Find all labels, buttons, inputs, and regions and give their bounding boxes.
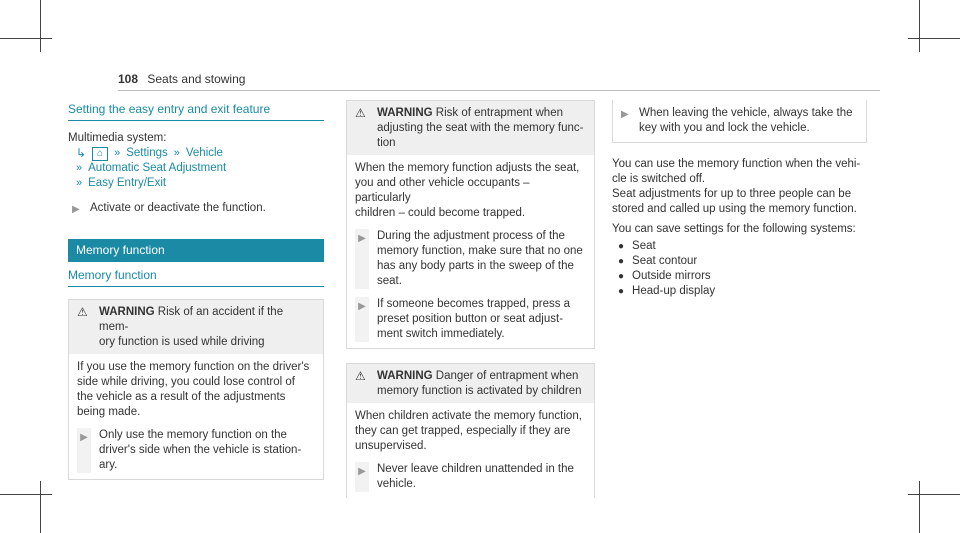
paragraph-line: You can use the memory function when the vehi- [612,158,861,170]
warning-step-line: During the adjustment process of the [377,230,565,242]
nav-link-automatic-seat-adjustment[interactable]: Automatic Seat Adjustment [88,162,227,174]
nav-path-row [68,161,324,176]
step-arrow-icon: ▶ [355,229,369,289]
paragraph: You can save settings for the following systems: [612,223,856,235]
warning-step-line: Only use the memory function on the [99,429,287,441]
warning-box [346,100,595,349]
warning-icon: ⚠ [77,305,88,319]
chevron-right-icon: » [76,177,83,189]
note-line: When leaving the vehicle, always take the [639,107,853,119]
list-item: ● Seat contour [618,255,698,267]
warning-icon: ⚠ [355,106,366,120]
warning-header [69,300,323,354]
bullet-icon: ● [618,256,625,267]
step-arrow-icon: ▶ [355,297,369,342]
warning-body [69,354,323,479]
page-number: 108 [118,72,139,86]
step-arrow-icon: ▶ [77,428,91,473]
systems-list [612,239,867,299]
paragraph-line: cle is switched off. [612,173,706,185]
warning-head-line: Risk of entrapment when [435,107,563,119]
warning-step-line: ment switch immediately. [377,328,505,340]
warning-step-line: If someone becomes trapped, press a [377,298,571,310]
warning-header [347,101,594,155]
warning-step-line: preset position button or seat adjust- [377,313,564,325]
warning-step-line: Never leave children unattended in the [377,463,574,475]
warning-body-line: children – could become trapped. [355,207,526,219]
warning-step [355,462,586,492]
warning-head-line: Danger of entrapment when [435,370,579,382]
warning-head-line: ory function is used while driving [99,336,265,348]
warning-head-line: Risk of an accident if the mem- [99,306,284,333]
paragraph-line: Seat adjustments for up to three people can be [612,188,852,200]
crop-mark [919,481,920,533]
step-arrow-icon: ▶ [355,462,369,492]
column-1 [68,100,324,480]
subsection-title: Memory function [68,268,324,287]
action-step [68,201,324,217]
warning-head-line: adjusting the seat with the memory func- [377,122,584,134]
list-item: ● Seat [618,240,656,252]
warning-box [346,363,595,498]
step-arrow-icon: ▶ [621,109,629,120]
warning-label: WARNING [377,370,433,382]
bullet-icon: ● [618,271,625,282]
warning-body [347,403,594,498]
chevron-right-icon: » [76,162,83,174]
warning-body-line: side while driving, you could lose control of [77,376,295,388]
step-arrow-icon: ▶ [72,204,80,215]
crop-mark [919,0,920,52]
crop-mark [40,481,41,533]
note-line: key with you and lock the vehicle. [639,122,810,134]
nav-path-row [68,146,324,161]
warning-body-line: When children activate the memory function, [355,410,582,422]
warning-step-line: driver's side when the vehicle is station- [99,444,302,456]
chevron-right-icon: » [114,147,121,159]
warning-body-line: When the memory function adjusts the seat, [355,162,580,174]
note-step [621,106,858,136]
warning-body-line: unsupervised. [355,440,427,452]
nav-link-settings[interactable]: Settings [126,147,168,159]
warning-header [347,364,594,403]
note-box [612,100,867,143]
warning-body-line: If you use the memory function on the driver's [77,361,310,373]
nav-link-easy-entry-exit[interactable]: Easy Entry/Exit [88,177,167,189]
warning-head-line: tion [377,137,396,149]
warning-step-line: seat. [377,275,402,287]
list-item: ● Outside mirrors [618,270,711,282]
section-bar: Memory function [68,239,324,262]
warning-body-line: being made. [77,406,141,418]
nav-link-vehicle[interactable]: Vehicle [185,147,223,159]
warning-label: WARNING [99,306,155,318]
warning-label: WARNING [377,107,433,119]
bullet-icon: ● [618,286,625,297]
warning-step [77,428,315,473]
warning-body [347,155,594,348]
paragraph [612,157,867,217]
warning-icon: ⚠ [355,369,366,383]
intro-text: Multimedia system: [68,132,167,144]
crop-mark [0,38,52,39]
column-3 [612,100,867,299]
warning-step-line: memory function, make sure that no one [377,245,583,257]
chevron-right-icon: » [173,147,180,159]
warning-box [68,299,324,480]
warning-step [355,297,586,342]
warning-step-line: vehicle. [377,478,416,490]
header-divider [118,90,880,91]
crop-mark [40,0,41,52]
bullet-icon: ● [618,241,625,252]
crop-mark [908,494,960,495]
warning-body-line: you and other vehicle occupants – particularly [355,177,530,204]
page-header [118,72,245,86]
warning-step-line: has any body parts in the sweep of the [377,260,574,272]
nav-path-row [68,176,324,191]
warning-head-line: memory function is activated by children [377,385,582,397]
action-text: Activate or deactivate the function. [90,202,266,214]
column-2 [346,100,595,498]
crop-mark [0,494,52,495]
home-icon[interactable]: ⌂ [92,147,108,161]
chapter-title: Seats and stowing [147,72,246,86]
warning-body-line: the vehicle as a result of the adjustments [77,391,286,403]
section-title: Setting the easy entry and exit feature [68,102,324,121]
warning-body-line: they can get trapped, especially if they are [355,425,571,437]
crop-mark [908,38,960,39]
list-item: ● Head-up display [618,285,716,297]
paragraph-line: stored and called up using the memory function. [612,203,857,215]
warning-step [355,229,586,289]
warning-step-line: ary. [99,459,118,471]
return-arrow-icon: ↳ [76,146,87,160]
